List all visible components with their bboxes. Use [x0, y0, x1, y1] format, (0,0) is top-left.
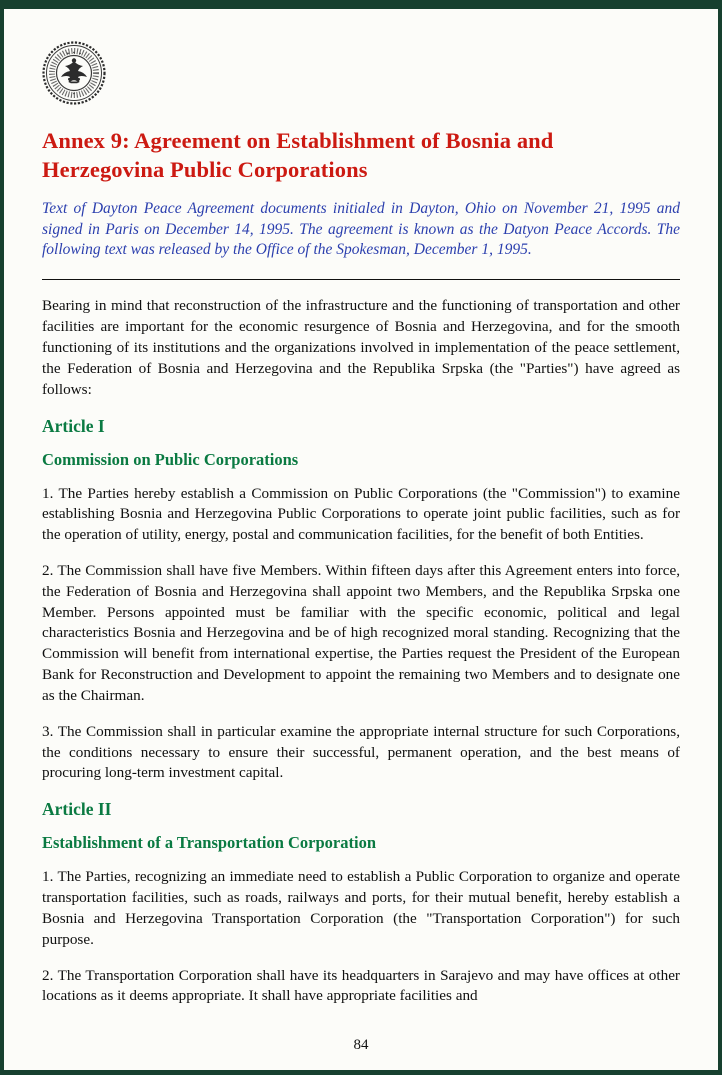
- article-1-paragraph-3: 3. The Commission shall in particular examine the appropriate internal structure for such Corporations, the conditions necessary to ensure their successful, permanent operation, and the best means of procuring long-term investment capital.: [42, 722, 680, 782]
- page-number: 84: [353, 1037, 369, 1053]
- source-note: Text of Dayton Peace Agreement documents initialed in Dayton, Ohio on November 21, 1995 and signed in Paris on December 14, 1995. The agreement is known as the Datyon Peace Accords. The following text was released by the Office of the Spokesman, December 1, 1995.: [42, 199, 680, 259]
- document-content: [4, 9, 718, 1007]
- article-1-heading: Article I: [42, 415, 105, 436]
- preamble-paragraph: Bearing in mind that reconstruction of the infrastructure and the functioning of transportation and other facilities are important for the economic resurgence of Bosnia and Herzegovina, and for the smooth functioning of its institutions and the organizations involved in implementation of the peace settlement, the Federation of Bosnia and Herzegovina and the Republika Srpska (the "Parties") have agreed as follows:: [42, 297, 680, 398]
- article-2-paragraph-2: 2. The Transportation Corporation shall have its headquarters in Sarajevo and may have offices at other locations as it deems appropriate. It shall have appropriate facilities and: [42, 966, 680, 1005]
- divider-line: [42, 279, 680, 280]
- article-1-paragraph-2: 2. The Commission shall have five Members. Within fifteen days after this Agreement enters into force, the Federation of Bosnia and Herzegovina shall appoint two Members, and the Republika Srpska one Member. Persons appointed must be familiar with the specific economic, political and legal characteristics Bosnia and Herzegovina and be of high recognized moral standing. Recognizing that the Commission will benefit from international expertise, the Parties request the President of the European Bank for Reconstruction and Development to appoint the remaining two Members and to designate one as the Chairman.: [42, 561, 680, 704]
- us-department-of-state-seal-icon: [42, 41, 106, 105]
- document-title: Annex 9: Agreement on Establishment of Bosnia and Herzegovina Public Corporations: [42, 128, 554, 182]
- article-2-subheading: Establishment of a Transportation Corporation: [42, 833, 376, 853]
- article-1-subheading: Commission on Public Corporations: [42, 449, 299, 469]
- article-1-paragraph-1: 1. The Parties hereby establish a Commission on Public Corporations (the "Commission") to examine establishing Bosnia and Herzegovina Public Corporations to operate joint public facilities, such as for the operation of utility, energy, postal and communication facilities, for the benefit of both Entities.: [42, 484, 680, 544]
- article-2-heading: Article II: [42, 799, 112, 820]
- article-2-paragraph-1: 1. The Parties, recognizing an immediate need to establish a Public Corporation to organize and operate transportation facilities, such as roads, railways and ports, for their mutual benefit, hereby establish a Bosnia and Herzegovina Transportation Corporation (the "Transportation Corporation") for such purpose.: [42, 868, 680, 948]
